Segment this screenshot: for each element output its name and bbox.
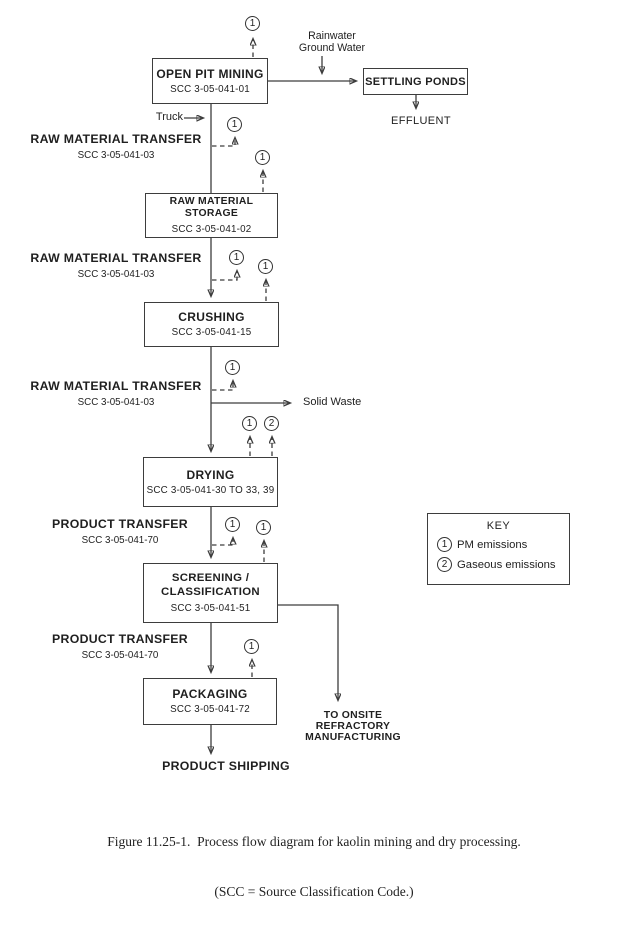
node-title: SCREENING / [171,572,250,584]
node-scc: SCC 3-05-041-72 [170,704,250,715]
label-onsite-line1: TO ONSITE [323,710,383,721]
label-product-shipping: PRODUCT SHIPPING [162,759,290,773]
label-onsite-line3: MANUFACTURING [305,731,401,743]
gas-marker-legend: 2 [437,557,452,572]
emission-lead-transfer4 [212,538,233,545]
label-solid-waste: Solid Waste [303,396,362,408]
caption-line2: (SCC = Source Classification Code.) [214,883,414,899]
node-title: CRUSHING [178,310,245,324]
label-scc: SCC 3-05-041-70 [81,535,159,546]
label-effluent: EFFLUENT [390,115,452,127]
pm-marker-packaging: 1 [244,639,259,654]
node-open-pit-mining [152,58,268,104]
legend-item-label: PM emissions [457,538,528,551]
label-title: RAW MATERIAL TRANSFER [30,132,202,146]
node-title: DRYING [186,467,235,482]
node-raw-material-storage [145,193,278,238]
node-screening-classification [143,563,278,623]
pm-marker-transfer3: 1 [225,360,240,375]
label-scc: SCC 3-05-041-03 [77,397,155,408]
node-scc: SCC 3-05-041-02 [171,224,252,235]
caption-line1: Figure 11.25-1. Process flow diagram for kaolin mining and dry processing. [107,834,521,849]
pm-marker-crushing: 1 [258,259,273,274]
pm-marker-legend: 1 [437,537,452,552]
label-ground-water: Ground Water [298,41,366,54]
pm-marker-storage: 1 [255,150,270,165]
legend-item-pm [428,537,569,552]
flow-screening-to-refractory [278,605,338,700]
label-title: RAW MATERIAL TRANSFER [30,251,202,265]
pm-marker-mining: 1 [245,16,260,31]
emission-lead-transfer1 [212,138,235,146]
label-title: PRODUCT TRANSFER [52,632,188,646]
node-drying [143,457,278,507]
node-title-line2: CLASSIFICATION [161,586,260,598]
label-rainwater-groundwater [277,31,387,54]
label-product-transfer-1 [40,518,200,546]
pm-marker-drying: 1 [242,416,257,431]
label-raw-material-transfer-1 [28,133,204,161]
node-scc: SCC 3-05-041-30 TO 33, 39 [146,484,275,496]
pm-marker-transfer2: 1 [229,250,244,265]
label-truck: Truck [155,111,183,123]
emission-lead-transfer3 [212,381,233,390]
label-onsite-line2: REFRACTORY [315,720,391,732]
node-title: PACKAGING [172,687,248,701]
label-scc: SCC 3-05-041-03 [77,269,155,280]
node-scc: SCC 3-05-041-51 [170,603,251,614]
label-to-onsite-refractory [294,711,412,743]
gas-marker-drying: 2 [264,416,279,431]
pm-marker-transfer4: 1 [225,517,240,532]
node-crushing [144,302,279,347]
emission-lead-transfer2 [212,271,237,280]
legend-key [427,513,570,585]
figure-caption [0,801,628,933]
node-scc: SCC 3-05-041-15 [171,327,252,338]
label-rainwater: Rainwater [308,30,356,42]
label-title: PRODUCT TRANSFER [52,517,188,531]
node-title: OPEN PIT MINING [156,66,264,81]
node-title: SETTLING PONDS [365,75,466,88]
node-scc: SCC 3-05-041-01 [170,83,250,95]
pm-marker-transfer1: 1 [227,117,242,132]
label-scc: SCC 3-05-041-70 [81,650,159,661]
label-title: RAW MATERIAL TRANSFER [30,379,202,393]
label-scc: SCC 3-05-041-03 [77,150,155,161]
legend-item-label: Gaseous emissions [457,558,556,571]
label-raw-material-transfer-3 [28,380,204,408]
legend-title: KEY [486,520,511,532]
legend-item-gaseous [428,557,569,572]
node-settling-ponds [363,68,468,95]
label-product-transfer-2 [40,633,200,661]
node-packaging [143,678,277,725]
pm-marker-screening: 1 [256,520,271,535]
label-raw-material-transfer-2 [28,252,204,280]
node-title: RAW MATERIAL STORAGE [169,196,254,219]
